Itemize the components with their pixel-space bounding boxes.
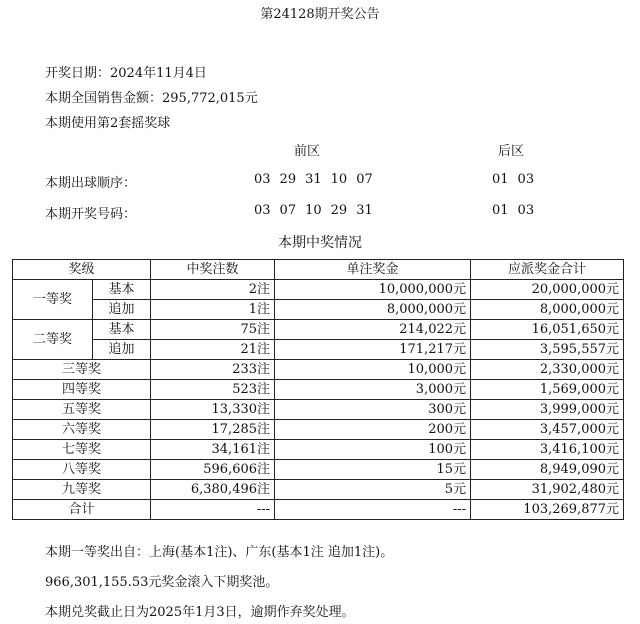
- win-count: 2注: [151, 280, 275, 300]
- sub-type: 基本: [93, 280, 151, 300]
- winning-numbers-front: [254, 203, 382, 218]
- ball-number: 01: [492, 203, 509, 218]
- total-prize: 3,595,557元: [471, 340, 624, 360]
- ball-number: 29: [279, 172, 297, 187]
- deadline-note: 本期兑奖截止日为2025年1月3日，逾期作弃奖处理。: [45, 605, 355, 620]
- tier-name: 六等奖: [13, 420, 151, 440]
- total-prize: 1,569,000元: [471, 380, 624, 400]
- prize-table: [12, 259, 624, 520]
- win-count: 13,330注: [151, 400, 275, 420]
- total-prize: 16,051,650元: [471, 320, 624, 340]
- tier-name: 九等奖: [13, 480, 151, 500]
- ball-set: 本期使用第2套摇奖球: [45, 116, 171, 131]
- sub-type: 追加: [93, 340, 151, 360]
- ball-number: 07: [356, 172, 373, 187]
- table-row: [13, 480, 624, 500]
- winning-numbers-label: 本期开奖号码：: [45, 207, 137, 222]
- unit-prize: 171,217元: [275, 340, 471, 360]
- ball-number: 29: [330, 203, 348, 218]
- rollover-note: 966,301,155.53元奖金滚入下期奖池。: [45, 575, 279, 590]
- win-count: 233注: [151, 360, 275, 380]
- unit-prize: 214,022元: [275, 320, 471, 340]
- table-row: [13, 280, 624, 300]
- total-prize: 3,999,000元: [471, 400, 624, 420]
- ball-number: 03: [517, 203, 535, 218]
- winning-numbers-back: [492, 203, 543, 218]
- ball-number: 07: [279, 203, 297, 218]
- total-prize: 2,330,000元: [471, 360, 624, 380]
- total-prize: 8,949,090元: [471, 460, 624, 480]
- unit-prize: 100元: [275, 440, 471, 460]
- ball-number: 03: [254, 203, 271, 218]
- total-prize: 8,000,000元: [471, 300, 624, 320]
- tier-name: 四等奖: [13, 380, 151, 400]
- win-count: 6,380,496注: [151, 480, 275, 500]
- tier-name: 二等奖: [13, 320, 93, 360]
- tier-name: 七等奖: [13, 440, 151, 460]
- unit-prize: 3,000元: [275, 380, 471, 400]
- ball-number: 03: [254, 172, 271, 187]
- total-prize: 20,000,000元: [471, 280, 624, 300]
- sub-type: 基本: [93, 320, 151, 340]
- ball-number: 10: [330, 172, 348, 187]
- table-row: [13, 460, 624, 480]
- table-row: [13, 400, 624, 420]
- sum-total: 103,269,877元: [471, 500, 624, 520]
- header-tier: 奖级: [13, 260, 151, 280]
- unit-prize: 8,000,000元: [275, 300, 471, 320]
- win-count: 523注: [151, 380, 275, 400]
- ball-number: 10: [305, 203, 322, 218]
- win-count: 34,161注: [151, 440, 275, 460]
- draw-order-front: [254, 172, 382, 187]
- back-zone-header: 后区: [498, 144, 525, 159]
- ball-number: 03: [517, 172, 535, 187]
- unit-prize: 15元: [275, 460, 471, 480]
- win-count: 21注: [151, 340, 275, 360]
- win-count: 17,285注: [151, 420, 275, 440]
- unit-prize: 300元: [275, 400, 471, 420]
- ball-number: 01: [492, 172, 509, 187]
- tier-name: 八等奖: [13, 460, 151, 480]
- win-count: 75注: [151, 320, 275, 340]
- table-row: [13, 440, 624, 460]
- total-prize: 31,902,480元: [471, 480, 624, 500]
- ball-number: 31: [305, 172, 322, 187]
- draw-date: 开奖日期：2024年11月4日: [45, 66, 207, 81]
- ball-number: 31: [356, 203, 373, 218]
- unit-prize: 10,000元: [275, 360, 471, 380]
- sum-prize: ---: [275, 500, 471, 520]
- table-header-row: [13, 260, 624, 280]
- front-zone-header: 前区: [294, 144, 321, 159]
- table-row: [13, 320, 624, 340]
- unit-prize: 5元: [275, 480, 471, 500]
- unit-prize: 200元: [275, 420, 471, 440]
- table-row: [13, 420, 624, 440]
- sales-amount: 本期全国销售金额：295,772,015元: [45, 91, 258, 106]
- header-count: 中奖注数: [151, 260, 275, 280]
- sum-label: 合计: [13, 500, 151, 520]
- table-row: [13, 380, 624, 400]
- header-total: 应派奖金合计: [471, 260, 624, 280]
- header-prize: 单注奖金: [275, 260, 471, 280]
- first-prize-origin: 本期一等奖出自：上海(基本1注)、广东(基本1注 追加1注)。: [45, 545, 394, 560]
- tier-name: 三等奖: [13, 360, 151, 380]
- unit-prize: 10,000,000元: [275, 280, 471, 300]
- page-title: 第24128期开奖公告: [260, 7, 380, 22]
- table-row: [13, 340, 624, 360]
- table-total-row: [13, 500, 624, 520]
- draw-order-label: 本期出球顺序：: [45, 176, 137, 191]
- table-row: [13, 360, 624, 380]
- sum-count: ---: [151, 500, 275, 520]
- total-prize: 3,457,000元: [471, 420, 624, 440]
- draw-order-back: [492, 172, 543, 187]
- win-count: 596,606注: [151, 460, 275, 480]
- sub-type: 追加: [93, 300, 151, 320]
- section-title: 本期中奖情况: [278, 235, 362, 251]
- tier-name: 一等奖: [13, 280, 93, 320]
- win-count: 1注: [151, 300, 275, 320]
- tier-name: 五等奖: [13, 400, 151, 420]
- total-prize: 3,416,100元: [471, 440, 624, 460]
- table-row: [13, 300, 624, 320]
